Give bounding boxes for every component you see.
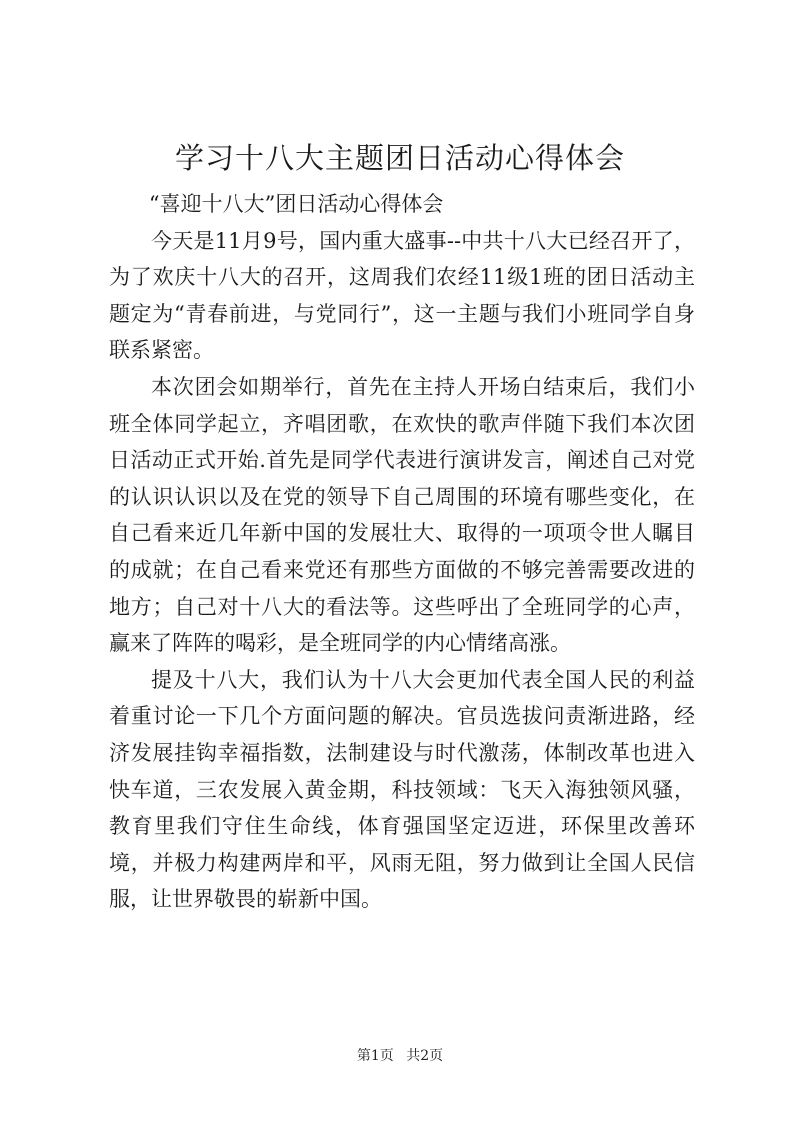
document-subtitle: “喜迎十八大”团日活动心得体会 xyxy=(148,192,444,216)
page-total: 共2页 xyxy=(406,1048,444,1064)
paragraph: 今天是11月9号，国内重大盛事--中共十八大已经召开了，为了欢庆十八大的召开，这周我们农经11级1班的团日活动主题定为“青春前进，与党同行”，这一主题与我们小班同学自身联系紧密。 xyxy=(109,228,695,363)
document-title: 学习十八大主题团日活动心得体会 xyxy=(174,141,625,175)
document-body xyxy=(109,186,695,918)
page-footer xyxy=(0,1046,800,1066)
paragraph: 提及十八大，我们认为十八大会更加代表全国人民的利益着重讨论一下几个方面问题的解决。官员选拔问责渐进路，经济发展挂钩幸福指数，法制建设与时代激荡，体制改革也进入快车道，三农发展入黄金期，科技领域：飞天入海独领风骚，教育里我们守住生命线，体育强国坚定迈进，环保里改善环境，并极力构建两岸和平，风雨无阻，努力做到让全国人民信服，让世界敬畏的崭新中国。 xyxy=(109,667,695,912)
page-number: 第1页 xyxy=(356,1048,394,1064)
paragraph: 本次团会如期举行，首先在主持人开场白结束后，我们小班全体同学起立，齐唱团歌，在欢快的歌声伴随下我们本次团日活动正式开始.首先是同学代表进行演讲发言，阐述自己对党的认识认识以及在党的领导下自己周围的环境有哪些变化，在自己看来近几年新中国的发展壮大、取得的一项项令世人瞩目的成就；在自己看来党还有那些方面做的不够完善需要改进的地方；自己对十八大的看法等。这些呼出了全班同学的心声，赢来了阵阵的喝彩，是全班同学的内心情绪高涨。 xyxy=(109,374,695,656)
